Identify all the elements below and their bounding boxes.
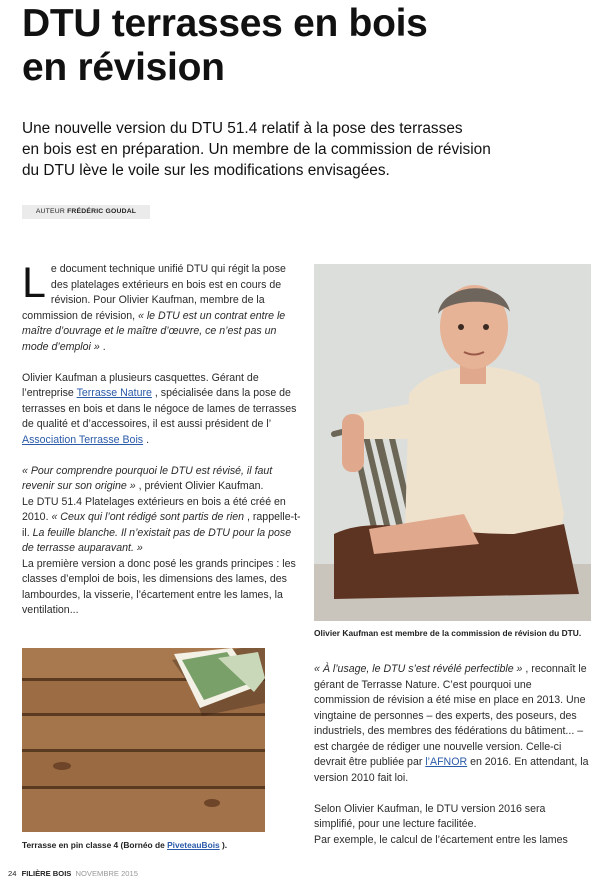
- portrait-caption: Olivier Kaufman est membre de la commission de révision du DTU.: [314, 628, 582, 638]
- right-column: [314, 662, 589, 848]
- page-number: 24: [8, 869, 17, 878]
- lede-line-2: en bois est en préparation. Un membre de la commission de révision: [22, 141, 491, 158]
- drop-cap: L: [22, 259, 46, 307]
- deck-caption: [22, 840, 282, 850]
- magazine-name: FILIÈRE BOIS: [21, 869, 72, 878]
- p2-text-a: Olivier Kaufman a plusieurs casquettes. Gérant de l’entreprise: [22, 371, 259, 399]
- portrait-photo: [314, 264, 591, 621]
- author-label: AUTEUR: [35, 208, 65, 215]
- left-paragraph-3: [22, 464, 302, 495]
- left-paragraph-1: [22, 259, 302, 355]
- title-line-2: en révision: [22, 46, 225, 89]
- page-footer: [8, 869, 138, 878]
- right-paragraph-2: Selon Olivier Kaufman, le DTU version 2016 sera simplifié, pour une lecture facilitée.: [314, 802, 546, 830]
- lede-line-1: Une nouvelle version du DTU 51.4 relatif à la pose des terrasses: [22, 120, 463, 137]
- terrasse-nature-link[interactable]: Terrasse Nature: [76, 387, 152, 399]
- p1-end: .: [102, 340, 106, 353]
- portrait-illustration: [314, 264, 591, 621]
- p4-text-a: Le DTU 51.4 Platelages extérieurs en bois a été créé en 2010.: [22, 495, 286, 523]
- author-byline: [22, 205, 150, 219]
- association-terrasse-bois-link[interactable]: Association Terrasse Bois: [22, 433, 144, 446]
- right-p1-text-b: en 2016. En attendant, la version 2010 fait loi.: [314, 756, 589, 784]
- right-p1-quote: « À l’usage, le DTU s’est révélé perfectible »: [314, 663, 523, 675]
- article-title: [22, 2, 582, 90]
- p1-quote: « le DTU est un contrat entre le maître d’ouvrage et le maître d’œuvre, ce n’est pas un mode d’emploi »: [22, 309, 286, 353]
- issue-date: NOVEMBRE 2015: [75, 869, 138, 878]
- deck-photo: [22, 648, 265, 832]
- left-paragraph-5: La première version a donc posé les grands principes : les classes d’emploi de bois, les dimensions des lames, des lambourdes, la visserie, l’écartement entre les lames, la ventilation...: [22, 557, 296, 616]
- left-column: [22, 259, 302, 619]
- piveteaubois-link[interactable]: PiveteauBois: [167, 840, 220, 850]
- deck-caption-text-a: Terrasse en pin classe 4 (Bornéo de: [22, 840, 168, 850]
- p4-text-b: , rappelle-t-il.: [22, 511, 301, 539]
- right-paragraph-1: [314, 662, 589, 786]
- left-paragraph-4: [22, 495, 302, 557]
- p3-quote: « Pour comprendre pourquoi le DTU est révisé, il faut revenir sur son origine »: [22, 464, 273, 492]
- p3-end: , prévient Olivier Kaufman.: [138, 480, 264, 492]
- author-name: FRÉDÉRIC GOUDAL: [67, 208, 137, 215]
- afnor-link[interactable]: l’AFNOR: [425, 756, 468, 768]
- p1-text: e document technique unifié DTU qui régit la pose des platelages extérieurs en bois est en cours de révision. Pour Olivier Kaufman, membre de la commission de révision,: [22, 263, 286, 322]
- right-paragraph-3: Par exemple, le calcul de l’écartement entre les lames: [314, 833, 568, 846]
- p2-text-c: .: [146, 433, 150, 446]
- left-paragraph-2: [22, 371, 302, 449]
- p4-quote-1: « Ceux qui l’ont rédigé sont partis de rien: [51, 511, 245, 523]
- right-p1-text-a: , reconnaît le gérant de Terrasse Nature. C’est pourquoi une commission de révision a été mise en place en 2013. Une vingtaine de personnes – des experts, des poseurs, des industriels, des membres des fédérations du bâtiment... – est chargée de rédiger une nouvelle version. Celle-ci devrait être publiée par: [314, 663, 587, 768]
- deck-caption-text-b: ).: [222, 840, 228, 850]
- deck-illustration: [22, 648, 265, 832]
- p2-text-b: , spécialisée dans la pose de terrasses en bois et dans le négoce de lames de terrasses de qualité et d’accessoires, il est aussi président de l’: [22, 387, 297, 430]
- article-lede: [22, 118, 491, 181]
- title-line-1: DTU terrasses en bois: [22, 2, 428, 45]
- lede-line-3: du DTU lève le voile sur les modifications envisagées.: [22, 162, 390, 179]
- p4-quote-2: La feuille blanche. Il n’existait pas de DTU pour la pose de terrasse auparavant. »: [22, 526, 292, 554]
